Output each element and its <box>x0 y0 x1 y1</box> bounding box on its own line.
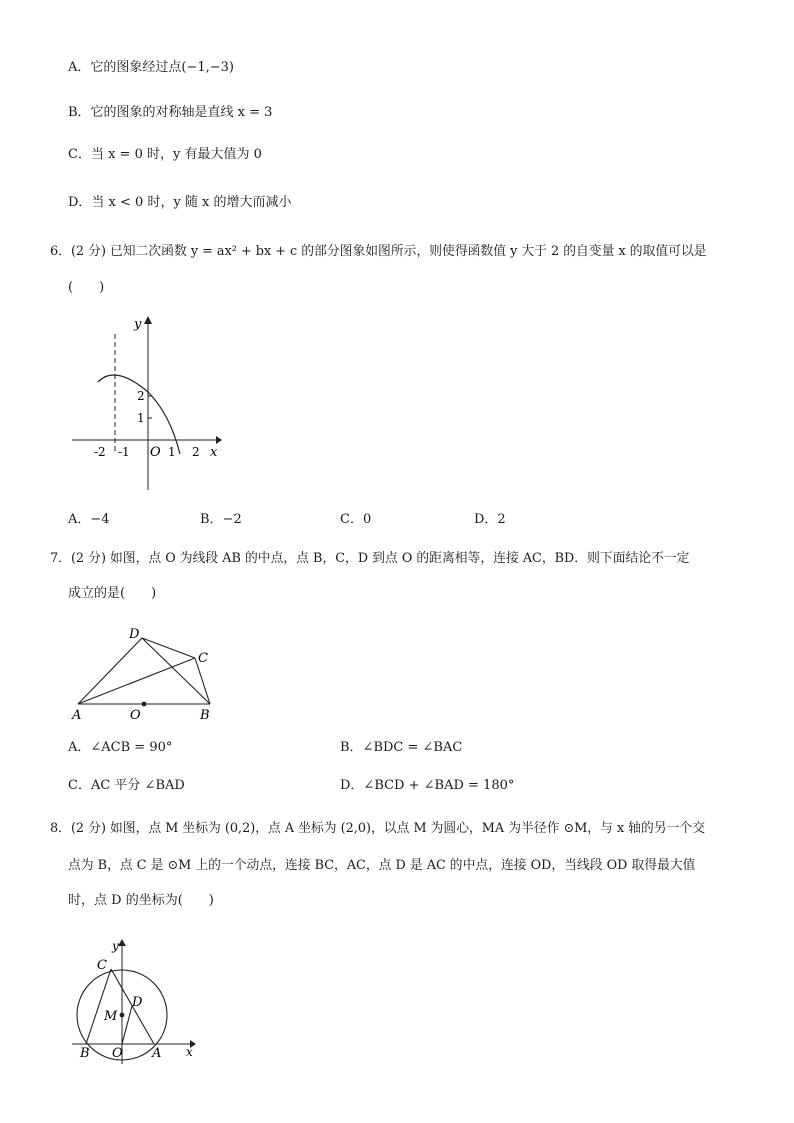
q7-label-c: C <box>198 651 208 666</box>
q5-option-a: A．它的图象经过点(−1,−3) <box>68 60 234 75</box>
q7-segment-ad <box>78 638 142 704</box>
q7-option-c: C．AC 平分 ∠BAD <box>68 778 185 793</box>
q8-circle-figure <box>66 936 206 1066</box>
q6-option-b: B．−2 <box>200 512 242 527</box>
q6-y-arrow <box>144 316 152 324</box>
q8-stem-line1: 8．(2 分) 如图，点 M 坐标为 (0,2)，点 A 坐标为 (2,0)，以点 M 为圆心，MA 为半径作 ⊙M，与 x 轴的另一个交 <box>50 821 706 836</box>
q7-quadrilateral-figure <box>66 622 226 722</box>
q7-label-b: B <box>200 708 210 722</box>
q7-label-d: D <box>129 627 140 642</box>
q5-option-b: B．它的图象的对称轴是直线 x = 3 <box>68 105 273 120</box>
q6-stem-line1: 6．(2 分) 已知二次函数 y = ax² + bx + c 的部分图象如图所示，则使得函数值 y 大于 2 的自变量 x 的取值可以是 <box>50 244 707 259</box>
q6-label-x: x <box>210 445 218 460</box>
q8-segment-od <box>122 1006 132 1044</box>
q7-stem-line2: 成立的是( ) <box>68 586 157 601</box>
q6-label-x1: 1 <box>168 445 176 459</box>
q6-parabola-figure <box>66 312 226 492</box>
q6-option-c: C．0 <box>340 512 372 527</box>
q8-stem-line2: 点为 B，点 C 是 ⊙M 上的一个动点，连接 BC，AC，点 D 是 AC 的中点，连接 OD，当线段 OD 取得最大值 <box>68 858 696 873</box>
q7-point-o <box>142 702 147 707</box>
q8-label-d: D <box>132 995 143 1010</box>
q8-label-m: M <box>104 1009 118 1024</box>
q6-label-x2: 2 <box>192 445 200 459</box>
q8-label-a: A <box>152 1046 162 1061</box>
q8-stem-line3: 时，点 D 的坐标为( ) <box>68 893 214 908</box>
q8-label-c: C <box>97 958 107 973</box>
q6-option-a: A．−4 <box>68 512 110 527</box>
q7-option-b: B．∠BDC = ∠BAC <box>340 740 463 755</box>
q8-label-x: x <box>186 1045 193 1059</box>
q7-option-a: A．∠ACB = 90° <box>68 740 173 755</box>
q6-x-arrow <box>216 436 222 444</box>
q7-segment-dc <box>142 638 195 658</box>
q6-stem-line2: ( ) <box>68 280 105 295</box>
q8-segment-bc <box>86 969 111 1044</box>
q5-option-c: C．当 x = 0 时，y 有最大值为 0 <box>68 147 262 162</box>
q6-label-y: y <box>134 317 142 332</box>
q6-label-y1: 1 <box>137 411 145 425</box>
q6-label-y2: 2 <box>137 389 145 403</box>
q7-segment-ac <box>78 658 195 704</box>
q8-label-b: B <box>80 1046 90 1061</box>
q6-label-xm1: -1 <box>118 445 130 459</box>
q7-stem-line1: 7．(2 分) 如图，点 O 为线段 AB 的中点，点 B，C，D 到点 O 的距离相等，连接 AC，BD．则下面结论不一定 <box>50 551 690 566</box>
q7-label-a: A <box>72 708 82 722</box>
q7-label-o: O <box>130 708 141 722</box>
q8-label-y: y <box>112 939 119 953</box>
q6-label-origin: O <box>150 445 161 460</box>
q8-y-arrow <box>118 939 126 946</box>
q8-label-o: O <box>112 1046 123 1061</box>
q7-option-d: D．∠BCD + ∠BAD = 180° <box>340 778 515 793</box>
q6-option-d: D．2 <box>474 512 506 527</box>
q5-option-d: D．当 x < 0 时，y 随 x 的增大而减小 <box>68 195 292 210</box>
q6-label-xm2: -2 <box>94 445 106 459</box>
q8-point-m <box>120 1013 125 1018</box>
